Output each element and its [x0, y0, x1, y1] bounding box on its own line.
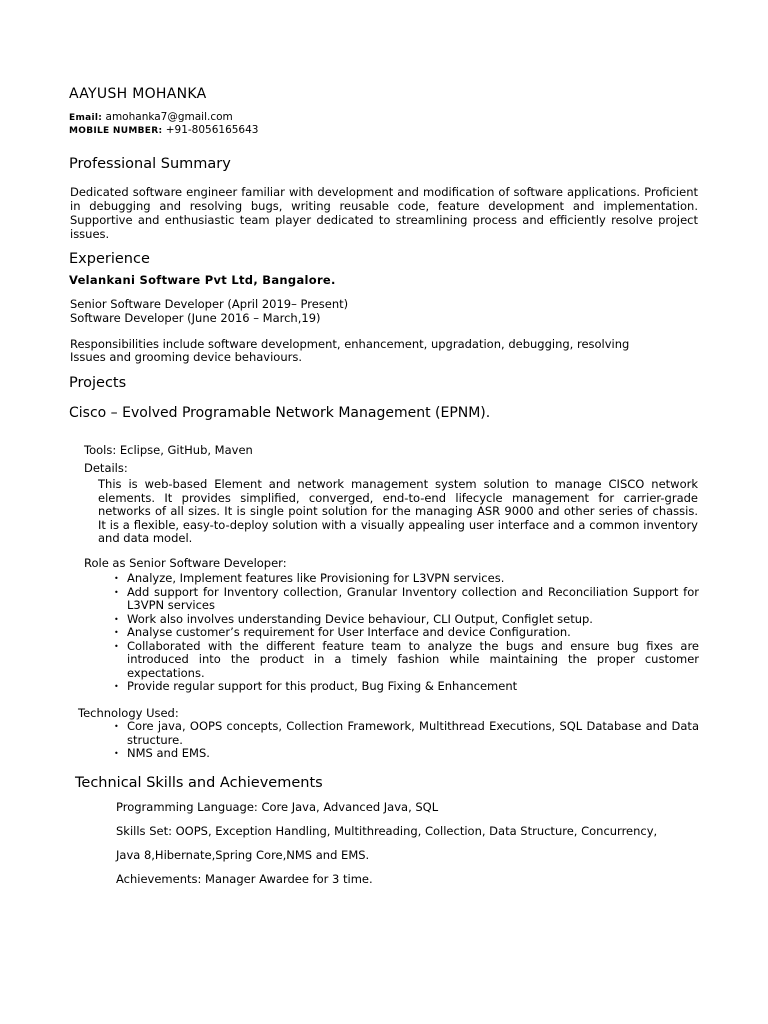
skills-set-line-1: Skills Set: OOPS, Exception Handling, Multithreading, Collection, Data Structure, Concurrency,: [116, 824, 658, 838]
summary-text: Dedicated software engineer familiar with development and modification of software applications. Proficient in debugging and resolving bugs, writing reusable code, feature development and implementation. Supportive and enthusiastic team player dedicated to streamlining process and efficiently resolve project issues.: [70, 185, 698, 241]
list-item: • Collaborated with the different feature team to analyze the bugs and ensure bug fixes are introduced into the product in a timely fashion while maintaining the proper customer expectations.: [111, 640, 699, 681]
company-name: Velankani Software Pvt Ltd, Bangalore.: [69, 273, 336, 287]
list-item: • Work also involves understanding Device behaviour, CLI Output, Configlet setup.: [111, 613, 699, 627]
list-item: • Analyse customer’s requirement for User Interface and device Configuration.: [111, 626, 699, 640]
mobile-value: +91-8056165643: [165, 124, 259, 136]
experience-heading: Experience: [69, 251, 150, 267]
list-item: • NMS and EMS.: [111, 747, 699, 761]
list-item: • Add support for Inventory collection, Granular Inventory collection and Reconciliation Support for L3VPN services: [111, 586, 699, 613]
projects-heading: Projects: [69, 375, 127, 391]
list-item: • Provide regular support for this product, Bug Fixing & Enhancement: [111, 680, 699, 694]
mobile-label: MOBILE NUMBER:: [69, 126, 163, 136]
project-tools: Tools: Eclipse, GitHub, Maven: [84, 443, 253, 457]
programming-languages: Programming Language: Core Java, Advanced Java, SQL: [116, 800, 439, 814]
technology-label: Technology Used:: [78, 706, 179, 720]
email-value: amohanka7@gmail.com: [105, 111, 233, 123]
technology-list: [111, 720, 699, 761]
responsibilities-line-2: Issues and grooming device behaviours.: [70, 350, 303, 364]
role-list: [111, 572, 699, 694]
mobile-line: [69, 123, 258, 138]
responsibilities-line-1: Responsibilities include software development, enhancement, upgradation, debugging, resolving: [70, 337, 630, 351]
list-item: • Core java, OOPS concepts, Collection Framework, Multithread Executions, SQL Database and Data structure.: [111, 720, 699, 747]
role-senior: Senior Software Developer (April 2019– Present): [70, 297, 349, 311]
skills-heading: Technical Skills and Achievements: [75, 775, 323, 791]
skills-set-line-2: Java 8,Hibernate,Spring Core,NMS and EMS.: [116, 848, 370, 862]
project-details: This is web-based Element and network management system solution to manage CISCO network elements. It provides simplified, converged, end-to-end lifecycle management for carrier-grade networks of all sizes. It is single point solution for the managing ASR 9000 and other series of chassis. It is a flexible, easy-to-deploy solution with a visually appealing user interface and a common inventory and data model.: [98, 477, 698, 545]
role-label: Role as Senior Software Developer:: [84, 556, 287, 570]
achievements: Achievements: Manager Awardee for 3 time.: [116, 872, 373, 886]
list-item: • Analyze, Implement features like Provisioning for L3VPN services.: [111, 572, 699, 586]
summary-heading: Professional Summary: [69, 156, 231, 172]
project-title: Cisco – Evolved Programable Network Management (EPNM).: [69, 405, 491, 421]
role-developer: Software Developer (June 2016 – March,19): [70, 311, 321, 325]
email-label: Email:: [69, 113, 103, 123]
details-label: Details:: [84, 461, 128, 475]
candidate-name: AAYUSH MOHANKA: [69, 86, 207, 102]
